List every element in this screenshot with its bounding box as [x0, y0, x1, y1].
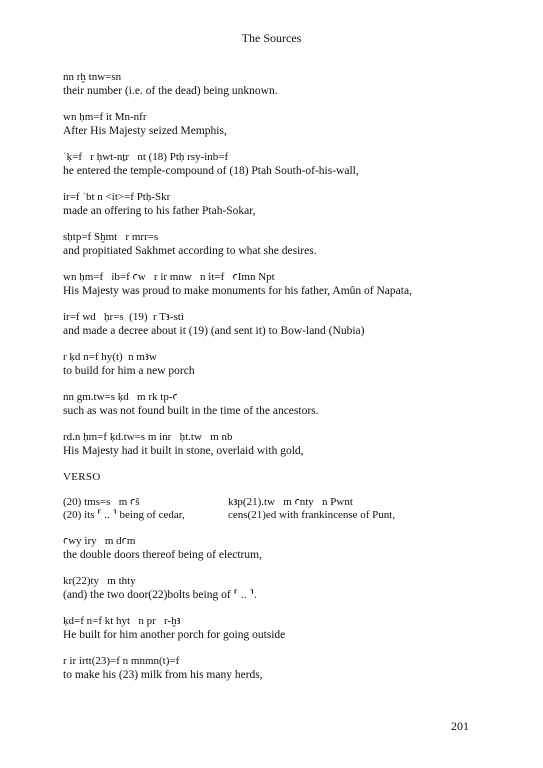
- transliteration: r ir irtt(23)=f n mnmn(t)=f: [63, 655, 180, 667]
- translation: their number (i.e. of the dead) being unknown.: [63, 85, 278, 97]
- verso-translation-row: [63, 509, 503, 522]
- section-heading-verso: VERSO: [63, 471, 101, 483]
- text-entry: [63, 575, 503, 602]
- verso-entry: [63, 496, 503, 522]
- transliteration: kꜣp(21).tw m ꜥnty n Pwnt: [228, 496, 353, 508]
- translation: (20) its ⸢ .. ⸣ being of cedar,: [63, 509, 185, 521]
- transliteration: ʿḳ=f r ḥwt-nṯr nt (18) Ptḥ rsy-inb=f: [63, 151, 229, 163]
- text-entry: [63, 655, 503, 682]
- translation: and propitiated Sakhmet according to what she desires.: [63, 245, 317, 257]
- text-entry: [63, 111, 503, 138]
- translation: to build for him a new porch: [63, 365, 195, 377]
- document-body: [63, 71, 503, 695]
- text-entry: [63, 191, 503, 218]
- transliteration: kr(22)ty m thty: [63, 575, 136, 587]
- verso-transliteration-row: [63, 496, 503, 509]
- text-entry: [63, 391, 503, 418]
- transliteration: (20) tms=s m ꜥš: [63, 496, 140, 508]
- translation: He built for him another porch for going outside: [63, 629, 286, 641]
- transliteration: nn rḫ tnw=sn: [63, 71, 122, 83]
- text-entry: [63, 431, 503, 458]
- translation: he entered the temple-compound of (18) Ptah South-of-his-wall,: [63, 165, 359, 177]
- page-number: 201: [451, 719, 469, 733]
- translation: (and) the two door(22)bolts being of ⸢ .. ⸣.: [63, 589, 257, 601]
- translation: cens(21)ed with frankincense of Punt,: [228, 509, 396, 521]
- translation: to make his (23) milk from his many herds,: [63, 669, 263, 681]
- text-entry: [63, 311, 503, 338]
- transliteration: wn ḥm=f ib=f ꜥw r ir mnw n it=f ꜥImn Npt: [63, 271, 275, 283]
- translation: made an offering to his father Ptah-Sokar,: [63, 205, 256, 217]
- translation: the double doors thereof being of electrum,: [63, 549, 262, 561]
- translation: such as was not found built in the time of the ancestors.: [63, 405, 319, 417]
- transliteration: r ḳd n=f hy(t) n mꜣw: [63, 351, 157, 363]
- text-entry: [63, 151, 503, 178]
- translation: and made a decree about it (19) (and sent it) to Bow-land (Nubia): [63, 325, 365, 337]
- translation: His Majesty had it built in stone, overlaid with gold,: [63, 445, 304, 457]
- transliteration: ḳd=f n=f kt hyt n pr r-ḫꜣ: [63, 615, 181, 627]
- translation: After His Majesty seized Memphis,: [63, 125, 227, 137]
- translation: His Majesty was proud to make monuments for his father, Amûn of Napata,: [63, 285, 412, 297]
- transliteration: ir=f wd ḥr=s (19) r Tꜣ-sti: [63, 311, 184, 323]
- text-entry: [63, 271, 503, 298]
- text-entry: [63, 71, 503, 98]
- text-entry: [63, 351, 503, 378]
- text-entry: [63, 535, 503, 562]
- transliteration: wn ḥm=f it Mn-nfr: [63, 111, 147, 123]
- transliteration: rd.n ḥm=f ḳd.tw=s m inr ḥt.tw m nb: [63, 431, 233, 443]
- transliteration: ꜥwy iry m dꜥm: [63, 535, 136, 547]
- text-entry: [63, 615, 503, 642]
- transliteration: ir=f ʿbt n <it>=f Ptḥ-Skr: [63, 191, 171, 203]
- page-header: The Sources: [241, 31, 302, 45]
- transliteration: nn gm.tw=s ḳd m rk tp-ꜥ: [63, 391, 178, 403]
- transliteration: sḥtp=f Sḫmt r mrr=s: [63, 231, 159, 243]
- text-entry: [63, 231, 503, 258]
